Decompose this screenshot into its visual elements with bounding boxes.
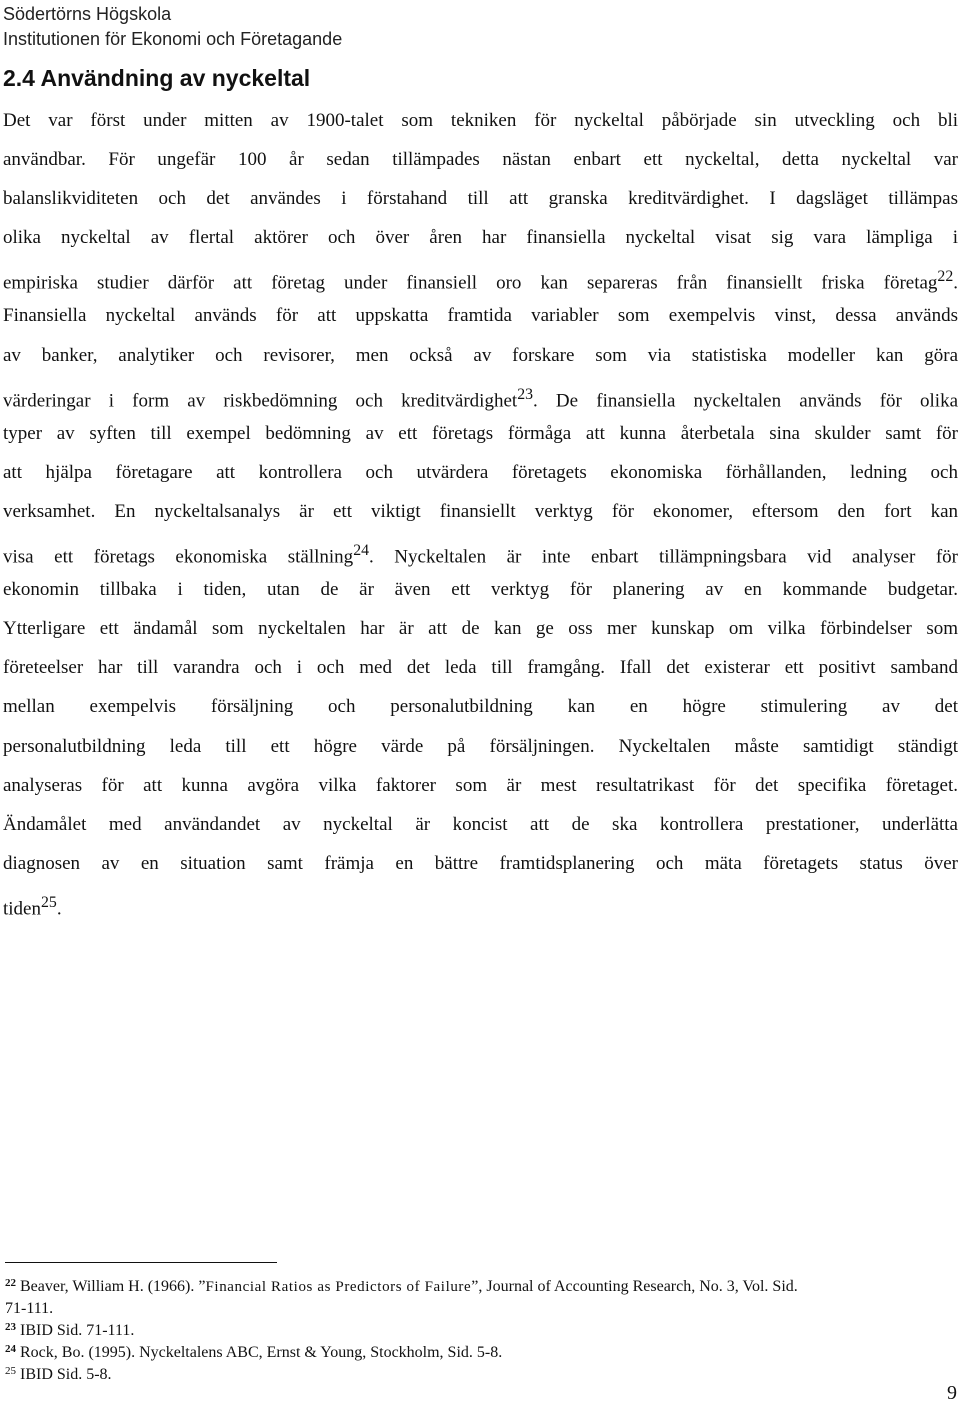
footnote-23: $^{23}$ IBID Sid. 71-111. <box>5 1321 135 1339</box>
body-line: Ytterligare ett ändamål som nyckeltalen har är att de kan ge oss mer kunskap om vilka förbindelser som <box>3 618 958 640</box>
body-line: Det var först under mitten av 1900-talet som tekniken för nyckeltal påbörjade sin utveckling och bli <box>3 110 958 131</box>
body-line: mellan exempelvis försäljning och personalutbildning kan en högre stimulering av det <box>3 696 958 718</box>
footnote-ref-24[interactable]: 24 <box>353 542 370 560</box>
body-line: värderingar i form av riskbedömning och kreditvärdighet$^{23}$. De finansiella nyckeltalen används för olika <box>3 385 959 411</box>
body-line: Ändamålet med användandet av nyckeltal är koncist att de ska kontrollera prestationer, underlätta <box>3 813 958 835</box>
article-title: Financial Ratios as Predictors of Failure <box>205 1279 472 1295</box>
body-line: ekonomin tillbaka i tiden, utan de är även ett verktyg för planering av en kommande budgetar. <box>3 579 958 601</box>
body-line: tiden$^{25}$. <box>3 893 62 920</box>
footnote-24: $^{24}$ Rock, Bo. (1995). Nyckeltalens ABC, Ernst & Young, Stockholm, Sid. 5-8. <box>5 1343 503 1361</box>
footnote-ref-22[interactable]: 22 <box>937 268 954 286</box>
body-line: att hjälpa företagare att kontrollera och utvärdera företagets ekonomiska förhållanden, ledning och <box>3 461 958 483</box>
footnote-22-continuation: 71-111. <box>5 1300 54 1317</box>
section-heading: 2.4 Användning av nyckeltal <box>3 65 311 91</box>
page-header <box>3 2 342 52</box>
footnote-ref-23[interactable]: 23 <box>517 385 534 403</box>
university-name: Södertörns Högskola <box>3 4 172 24</box>
footnote-separator <box>5 1262 277 1263</box>
footnote-number: 24 <box>5 1343 16 1355</box>
body-line: verksamhet. En nyckeltalsanalys är ett viktigt finansiellt verktyg för ekonomer, eftersom den fort kan <box>3 500 958 522</box>
body-line: företeelser har till varandra och i och med det leda till framgång. Ifall det existerar ett positivt samband <box>3 657 958 679</box>
footnote-number: 22 <box>5 1277 16 1289</box>
body-line: empiriska studier därför att företag under finansiell oro kan separeras från finansiellt friska företag$^{22}$. <box>3 268 958 294</box>
body-line: diagnosen av en situation samt främja en bättre framtidsplanering och mäta företagets status över <box>3 852 958 874</box>
footnote-25: $^{25}$ IBID Sid. 5-8. <box>5 1365 112 1383</box>
body-line: visa ett företags ekonomiska ställning$^{24}$. Nyckeltalen är inte enbart tillämpningsbara vid analyser för <box>3 542 958 568</box>
footnote-number: 23 <box>5 1321 16 1333</box>
department-name: Institutionen för Ekonomi och Företagande <box>3 29 343 49</box>
body-line: Finansiella nyckeltal används för att uppskatta framtida variabler som exempelvis vinst, dessa används <box>3 305 958 327</box>
footnote-ref-25[interactable]: 25 <box>41 893 57 911</box>
footnote-22: $^{22}$ Beaver, William H. (1966). ”Financial Ratios as Predictors of Failure”, Journal of Accounting Research, No. 3, Vol. Sid. <box>5 1277 798 1295</box>
body-line: personalutbildning leda till ett högre värde på försäljningen. Nyckeltalen måste samtidigt ständigt <box>3 735 958 757</box>
body-line: analyseras för att kunna avgöra vilka faktorer som är mest resultatrikast för det specifika företaget. <box>3 774 958 796</box>
body-text <box>3 101 958 922</box>
page-number: 9 <box>947 1382 957 1404</box>
footnotes <box>5 1276 955 1386</box>
footnote-number: 25 <box>5 1365 16 1377</box>
body-line: av banker, analytiker och revisorer, men också av forskare som via statistiska modeller kan göra <box>3 344 958 366</box>
body-line: typer av syften till exempel bedömning av ett företags förmåga att kunna återbetala sina skulder samt för <box>3 422 958 444</box>
body-line: balanslikviditeten och det användes i förstahand till att granska kreditvärdighet. I dagsläget tillämpas <box>3 188 958 210</box>
body-line: användbar. För ungefär 100 år sedan tillämpades nästan enbart ett nyckeltal, detta nyckeltal var <box>3 149 958 171</box>
body-line: olika nyckeltal av flertal aktörer och över åren har finansiella nyckeltal visat sig vara lämpliga i <box>3 227 958 249</box>
